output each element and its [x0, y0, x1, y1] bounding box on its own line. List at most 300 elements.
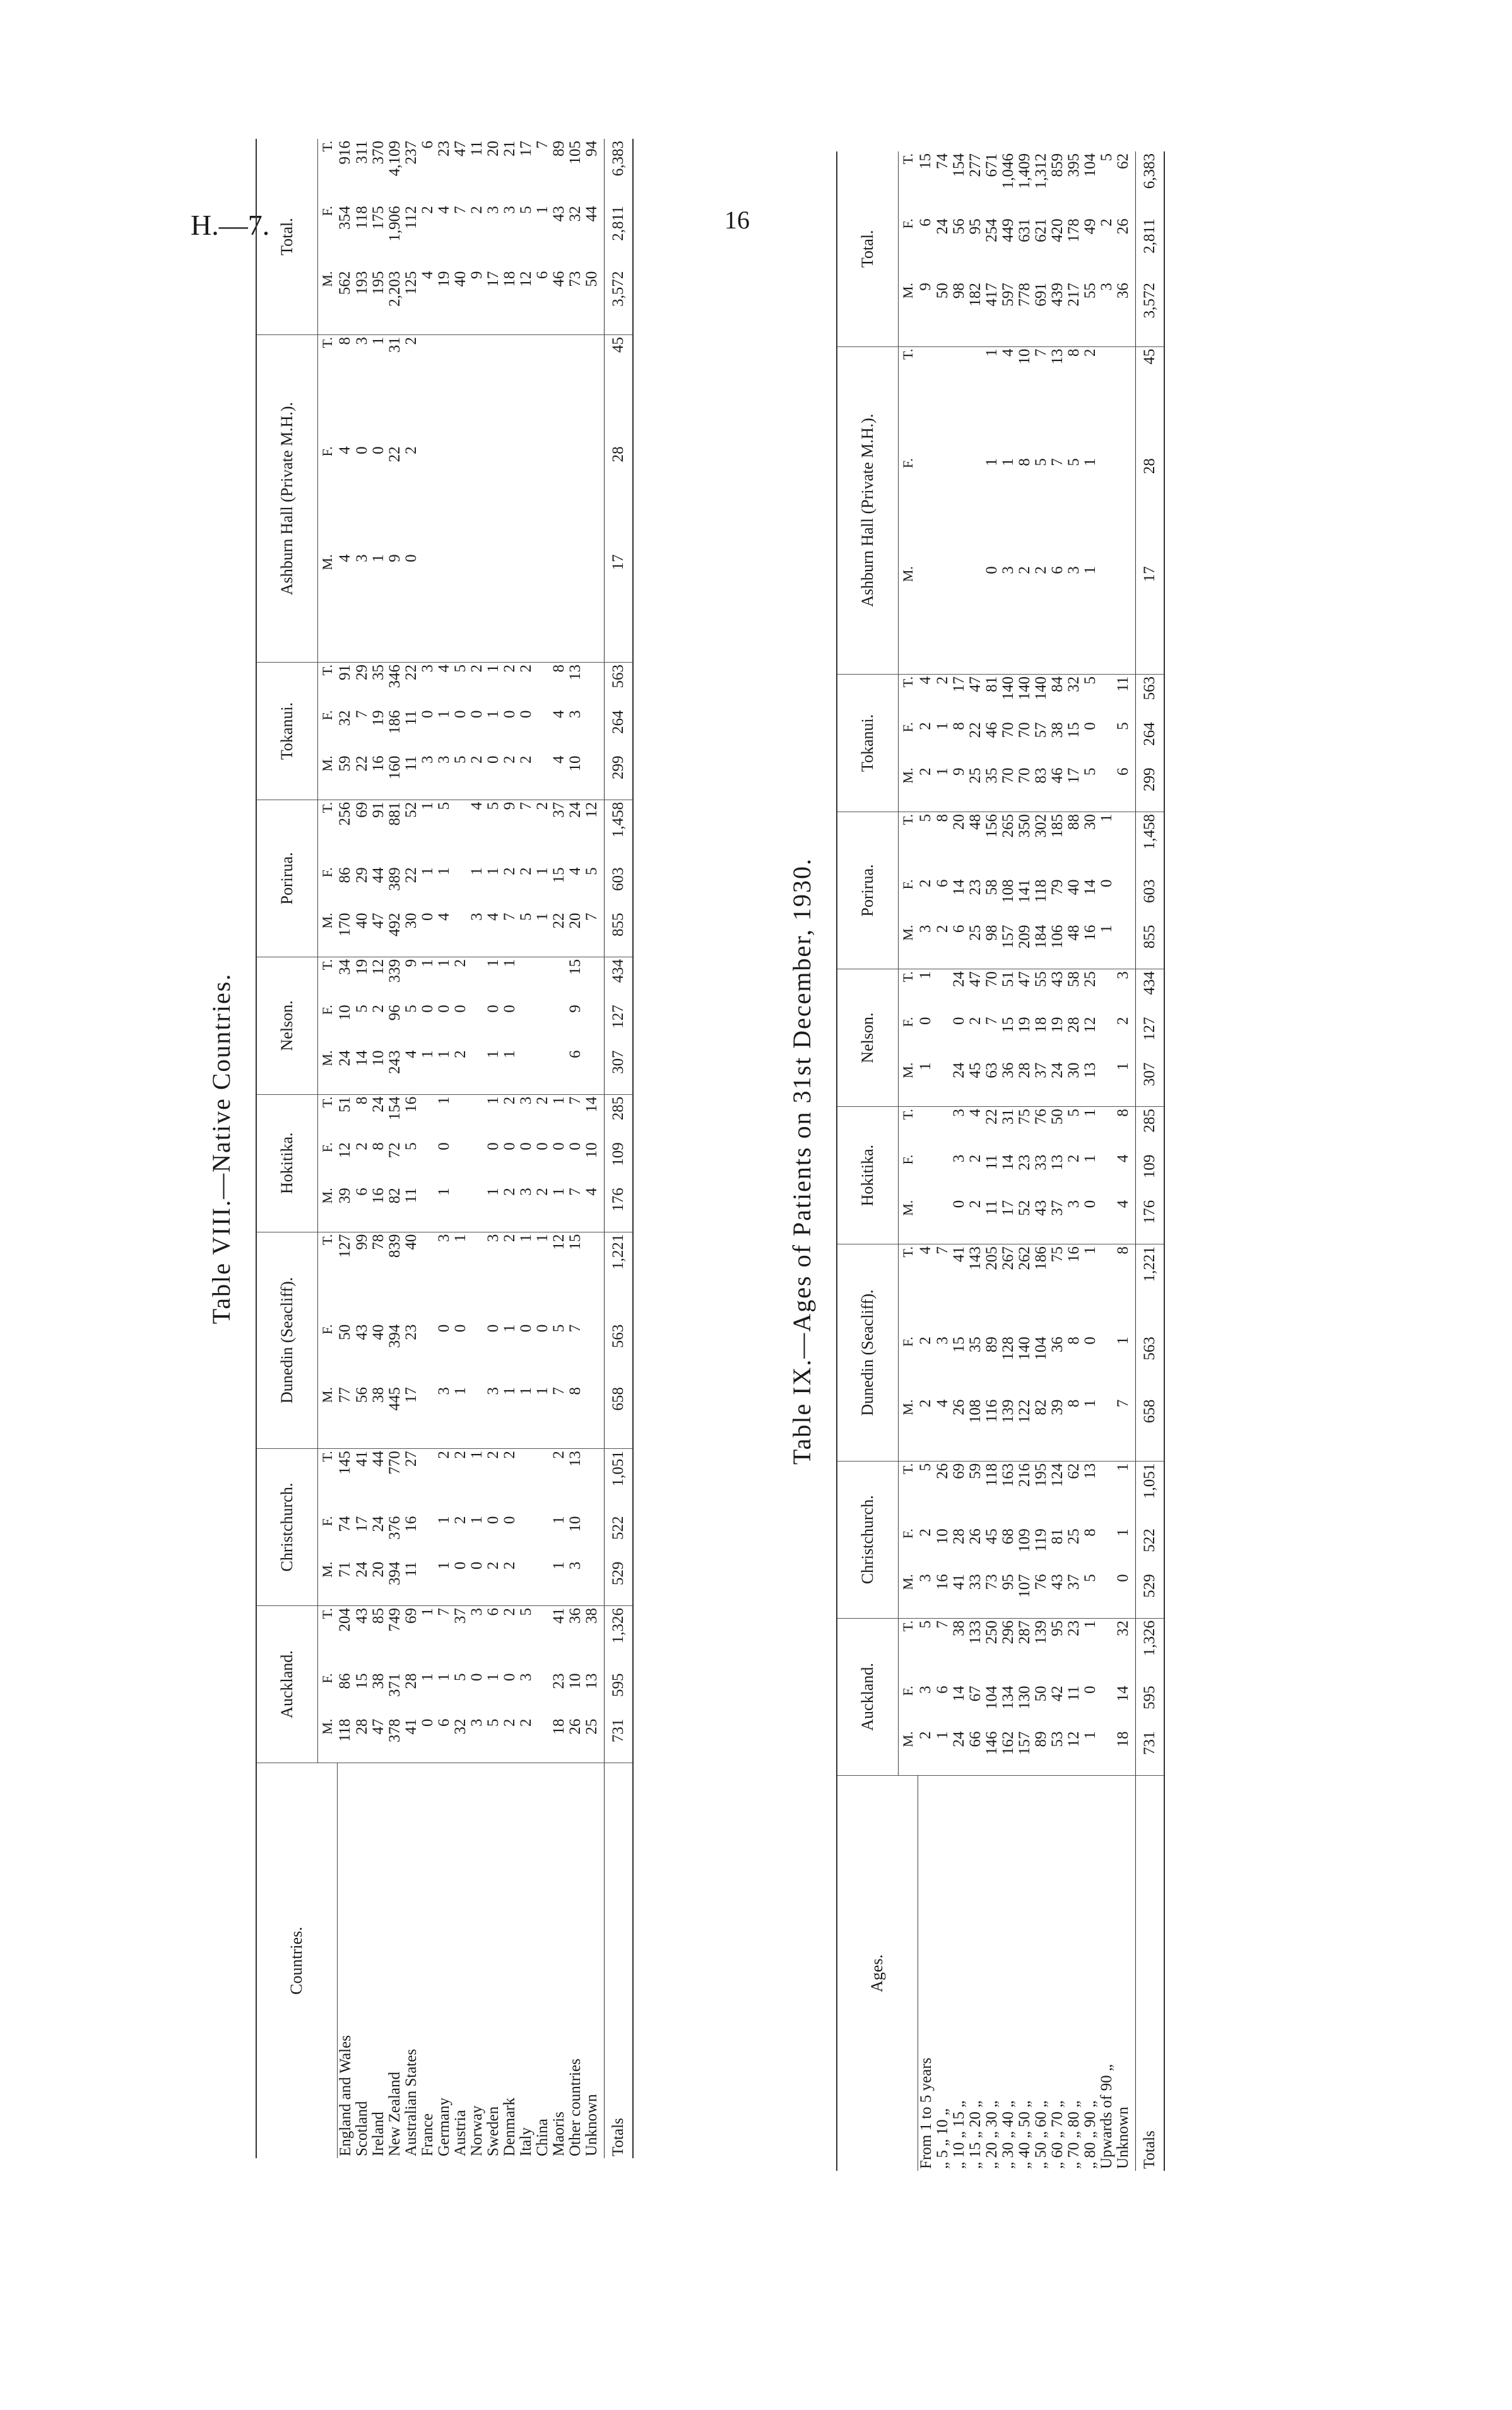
table-cell: 2: [966, 1154, 984, 1163]
table-row: [951, 151, 967, 2171]
table-cell: 2: [500, 867, 518, 875]
table-cell: 3: [1066, 1198, 1082, 1244]
sex-subheader: T.: [900, 676, 916, 688]
table-cell: 1: [418, 801, 436, 810]
table-cell: [935, 346, 951, 456]
table-cell: 6: [933, 1686, 951, 1694]
table-cell: 17: [403, 1385, 420, 1449]
table-cell: 0: [452, 1560, 469, 1606]
table-cell: 127: [1135, 1015, 1164, 1061]
table-cell: 78: [369, 1234, 387, 1250]
table-cell: 10: [336, 1005, 354, 1021]
table-cell: 0: [566, 1142, 584, 1150]
table-cell: [518, 552, 535, 662]
table-viii-section: [205, 139, 634, 2158]
table-cell: [935, 1061, 951, 1107]
table-cell: 3: [436, 1385, 452, 1449]
table-cell: 3: [950, 1109, 967, 1117]
table-cell: 2: [469, 754, 485, 800]
table-cell: 0: [1097, 879, 1115, 887]
table-cell: 33: [967, 1572, 984, 1618]
table-cell: 2: [918, 766, 935, 812]
table-cell: 42: [1048, 1686, 1066, 1702]
table-cell: 1: [983, 458, 1000, 466]
table-cell: 33: [1032, 1154, 1049, 1171]
table-cell: 75: [1048, 1246, 1066, 1263]
table-cell: 0: [403, 552, 420, 662]
table-cell: 350: [1015, 813, 1033, 838]
table-cell: 15: [566, 1234, 584, 1250]
table-cell: 529: [604, 1560, 633, 1606]
row-label: Scotland: [353, 2101, 370, 2156]
table-cell: 7: [502, 911, 518, 957]
table-cell: [420, 1560, 436, 1606]
table-cell: 1: [1114, 1463, 1131, 1472]
row-label: Other countries: [566, 2059, 584, 2156]
table-row: [502, 139, 518, 2158]
table-cell: 24: [1049, 1061, 1066, 1107]
table-cell: 2: [933, 676, 951, 685]
sex-subheader: M.: [318, 1385, 338, 1449]
table-cell: 0: [468, 1673, 485, 1682]
table-cell: 0: [484, 1324, 502, 1333]
table-cell: 1: [484, 959, 502, 967]
table-cell: 2: [1033, 564, 1049, 674]
table-cell: 3: [566, 710, 584, 718]
table-cell: 176: [604, 1186, 633, 1232]
table-cell: [469, 1186, 485, 1232]
table-cell: 394: [387, 1560, 403, 1606]
table-cell: 621: [1032, 218, 1049, 242]
table-cell: 41: [353, 1451, 370, 1467]
table-cell: 216: [1015, 1463, 1033, 1487]
table-cell: 4: [999, 348, 1017, 357]
table-cell: 4: [566, 867, 584, 875]
table-cell: [535, 663, 551, 709]
table-cell: 4: [551, 754, 567, 800]
table-cell: 89: [550, 141, 567, 157]
table-cell: 6: [1115, 766, 1136, 812]
table-cell: [935, 969, 951, 1015]
table-cell: [535, 1449, 551, 1515]
table-cell: 1: [502, 1385, 518, 1449]
table-cell: 71: [337, 1560, 354, 1606]
row-label: Sweden: [484, 2106, 502, 2156]
table-cell: 2: [402, 446, 420, 454]
table-cell: 4: [435, 665, 452, 673]
table-row: [387, 139, 403, 2158]
table-cell: 1,458: [1135, 812, 1164, 877]
table-cell: 39: [1049, 1398, 1066, 1462]
sex-subheader: F.: [319, 867, 335, 878]
table-cell: 25: [967, 766, 984, 812]
table-cell: [967, 456, 984, 564]
table-cell: 0: [435, 1005, 452, 1013]
table-cell: 0: [550, 1142, 567, 1150]
sex-subheader: T.: [319, 665, 335, 676]
table-cell: 1: [485, 1048, 502, 1094]
table-cell: 3: [517, 1673, 535, 1682]
table-cell: [420, 1449, 436, 1515]
table-cell: [535, 1717, 551, 1763]
table-cell: 11: [468, 141, 485, 157]
table-cell: [584, 1232, 605, 1322]
sex-subheader: M.: [318, 1186, 338, 1232]
table-cell: 14: [999, 1154, 1017, 1171]
table-cell: [535, 1672, 551, 1717]
table-cell: 7: [1032, 348, 1049, 357]
sex-subheader: F.: [900, 1337, 916, 1347]
table-cell: 6: [567, 1048, 584, 1094]
table-cell: 5: [917, 813, 935, 822]
table-cell: 27: [402, 1451, 420, 1467]
table-cell: 371: [386, 1673, 403, 1698]
sex-subheader: T.: [319, 1451, 335, 1462]
table-cell: 1: [1081, 1154, 1099, 1163]
table-cell: 1: [535, 911, 551, 957]
table-cell: 2: [468, 206, 485, 214]
table-cell: 11: [402, 710, 420, 726]
table-cell: 2: [966, 1017, 984, 1025]
table-cell: 35: [984, 766, 1000, 812]
table-cell: 595: [604, 1672, 633, 1717]
table-cell: 37: [1049, 1198, 1066, 1244]
table-cell: 51: [999, 971, 1017, 988]
table-cell: 32: [566, 206, 584, 222]
table-cell: 658: [604, 1385, 633, 1449]
table-cell: 1: [418, 867, 436, 875]
table-cell: 8: [369, 1142, 387, 1150]
table-cell: 22: [402, 867, 420, 883]
table-cell: 2: [353, 1142, 370, 1150]
table-cell: 127: [336, 1234, 354, 1258]
row-label: „ 40 „ 50 „: [1015, 2100, 1033, 2169]
table-cell: 3: [469, 1717, 485, 1763]
sex-subheader: F.: [319, 1516, 335, 1527]
table-cell: 1,051: [604, 1449, 633, 1515]
table-cell: 1,458: [604, 800, 633, 865]
table-cell: 24: [951, 1730, 967, 1776]
table-cell: 7: [567, 1186, 584, 1232]
totals-row: [1135, 151, 1164, 2171]
table-cell: 0: [533, 1142, 551, 1150]
table-cell: 1: [1114, 1528, 1131, 1537]
table-cell: 3: [484, 206, 502, 214]
table-cell: 5: [1097, 153, 1115, 162]
table-cell: 4: [420, 269, 436, 335]
table-cell: 6,383: [1135, 151, 1164, 216]
table-cell: 3: [485, 1385, 502, 1449]
table-cell: 43: [550, 206, 567, 222]
table-cell: [420, 335, 436, 445]
table-cell: 2: [918, 1730, 935, 1776]
table-cell: 0: [353, 446, 370, 454]
table-cell: 209: [1017, 923, 1033, 969]
table-cell: [1099, 1461, 1115, 1527]
table-cell: 0: [485, 754, 502, 800]
table-cell: 118: [337, 1717, 354, 1763]
table-cell: 3: [469, 911, 485, 957]
table-cell: 11: [403, 1560, 420, 1606]
sex-subheader: M.: [899, 1061, 918, 1107]
table-cell: 4: [485, 911, 502, 957]
table-cell: 916: [336, 141, 354, 165]
table-cell: 439: [1049, 281, 1066, 346]
table-cell: [1099, 1398, 1115, 1462]
table-cell: 11: [984, 1198, 1000, 1244]
table-cell: [1099, 1061, 1115, 1107]
table-cell: 1,051: [1135, 1461, 1164, 1527]
table-cell: 0: [984, 564, 1000, 674]
table-cell: 1: [551, 1186, 567, 1232]
table-cell: 31: [999, 1109, 1017, 1125]
table-cell: 5: [402, 1142, 420, 1150]
table-cell: 23: [966, 879, 984, 895]
table-cell: 7: [1115, 1398, 1136, 1462]
table-cell: 855: [1135, 923, 1164, 969]
table-cell: 3: [1099, 281, 1115, 346]
table-cell: 70: [999, 722, 1017, 738]
table-cell: 4: [550, 710, 567, 718]
table-cell: 40: [354, 911, 370, 957]
table-cell: 16: [402, 1516, 420, 1532]
table-cell: 46: [551, 269, 567, 335]
table-cell: 43: [1049, 1572, 1066, 1618]
column-group-header: Ashburn Hall (Private M.H.).: [256, 335, 318, 663]
table-cell: [420, 1323, 436, 1385]
column-group-header: Ashburn Hall (Private M.H.).: [837, 346, 899, 674]
table-cell: 2: [918, 1398, 935, 1462]
table-cell: 170: [337, 911, 354, 957]
table-cell: 43: [1033, 1198, 1049, 1244]
table-row: [535, 139, 551, 2158]
table-cell: 106: [1049, 923, 1066, 969]
table-cell: 36: [1000, 1061, 1017, 1107]
table-cell: 2: [485, 1560, 502, 1606]
table-cell: 563: [1135, 1335, 1164, 1397]
table-cell: 17: [950, 676, 967, 692]
table-cell: 109: [1135, 1153, 1164, 1198]
table-cell: [1115, 878, 1136, 923]
table-cell: 3,572: [1135, 281, 1164, 346]
row-label: France: [418, 2113, 436, 2156]
table-cell: 1: [1081, 1109, 1099, 1117]
sex-subheader: M.: [318, 1717, 338, 1763]
table-cell: 47: [370, 1717, 387, 1763]
table-cell: 2: [917, 1528, 935, 1537]
table-cell: 299: [1135, 766, 1164, 812]
table-cell: [584, 1048, 605, 1094]
table-cell: 76: [1033, 1572, 1049, 1618]
table-cell: 1: [468, 1451, 485, 1459]
table-cell: 77: [337, 1385, 354, 1449]
table-cell: 1: [517, 1234, 535, 1243]
sex-subheader: M.: [899, 1572, 918, 1618]
table-cell: 1: [418, 1673, 436, 1682]
table-cell: 2: [533, 801, 551, 810]
sex-subheader: F.: [900, 1686, 916, 1696]
table-cell: [535, 754, 551, 800]
table-cell: [502, 552, 518, 662]
table-cell: 140: [1032, 676, 1049, 700]
table-cell: 44: [369, 867, 387, 883]
table-ix-title: Table IX.—Ages of Patients on 31st December, 1930.: [788, 857, 816, 1465]
table-cell: 1: [533, 206, 551, 214]
table-cell: 59: [966, 1463, 984, 1479]
table-cell: 95: [1000, 1572, 1017, 1618]
table-cell: 563: [1135, 674, 1164, 720]
sex-subheader: T.: [319, 1608, 335, 1619]
table-cell: 24: [354, 1560, 370, 1606]
table-cell: 52: [402, 801, 420, 818]
table-cell: 184: [1033, 923, 1049, 969]
table-cell: 3: [436, 754, 452, 800]
table-cell: [1099, 1527, 1115, 1572]
table-cell: 49: [1081, 218, 1099, 235]
table-cell: 13: [1048, 1154, 1066, 1171]
table-row: [420, 139, 436, 2158]
row-label: „ 30 „ 40 „: [999, 2100, 1017, 2169]
table-cell: 1: [999, 458, 1017, 466]
table-cell: 50: [935, 281, 951, 346]
table-cell: 85: [369, 1608, 387, 1624]
table-cell: 7: [517, 801, 535, 810]
table-cell: 2: [935, 923, 951, 969]
sex-subheader: M.: [899, 1730, 918, 1776]
table-cell: [452, 552, 469, 662]
table-cell: 30: [403, 911, 420, 957]
table-cell: [918, 1153, 935, 1198]
table-cell: 1: [418, 959, 436, 967]
table-cell: 195: [370, 269, 387, 335]
table-cell: 1: [502, 1048, 518, 1094]
table-cell: [535, 335, 551, 445]
table-cell: 3: [354, 552, 370, 662]
table-cell: [584, 444, 605, 552]
table-cell: 4: [336, 446, 354, 454]
table-cell: [584, 552, 605, 662]
table-cell: 104: [1032, 1337, 1049, 1361]
sex-subheader: T.: [319, 959, 335, 971]
row-label: „ 10 „ 15 „: [950, 2100, 967, 2169]
table-cell: 7: [933, 1620, 951, 1629]
column-group-header: Total.: [837, 151, 899, 346]
sex-subheader: M.: [899, 1198, 918, 1244]
table-cell: 52: [1017, 1198, 1033, 1244]
table-cell: 1: [1082, 564, 1099, 674]
table-cell: 1: [468, 1516, 485, 1525]
table-cell: [935, 1198, 951, 1244]
table-cell: 1: [500, 1324, 518, 1333]
table-cell: 2: [500, 1234, 518, 1243]
table-cell: 2: [535, 1186, 551, 1232]
table-cell: [518, 1048, 535, 1094]
row-label: Totals: [1135, 1776, 1164, 2171]
table-cell: 46: [983, 722, 1000, 738]
table-cell: 19: [353, 959, 370, 975]
table-cell: 5: [353, 1005, 370, 1013]
table-cell: 2: [418, 206, 436, 214]
sex-subheader: T.: [900, 1463, 916, 1475]
table-cell: [502, 444, 518, 552]
sex-subheader: F.: [900, 1528, 916, 1539]
table-cell: [584, 1449, 605, 1515]
table-cell: 14: [354, 1048, 370, 1094]
table-cell: 16: [402, 1096, 420, 1113]
table-cell: 26: [933, 1463, 951, 1479]
table-cell: 299: [604, 754, 633, 800]
column-group-header: Nelson.: [256, 957, 318, 1094]
table-cell: 163: [999, 1463, 1017, 1487]
table-cell: 4: [435, 206, 452, 214]
table-cell: 6: [535, 269, 551, 335]
table-cell: 445: [387, 1385, 403, 1449]
table-cell: 7: [533, 141, 551, 149]
table-cell: 10: [566, 1673, 584, 1689]
table-cell: 3: [420, 754, 436, 800]
table-cell: 250: [983, 1620, 1000, 1645]
table-cell: 1: [484, 867, 502, 875]
table-cell: 25: [584, 1717, 605, 1763]
table-cell: 287: [1015, 1620, 1033, 1645]
table-cell: 691: [1033, 281, 1049, 346]
table-cell: 119: [1032, 1528, 1049, 1552]
table-cell: [584, 754, 605, 800]
column-group-header: Nelson.: [837, 969, 899, 1107]
table-cell: 1: [468, 867, 485, 875]
table-cell: 9: [402, 959, 420, 967]
table-cell: 597: [1000, 281, 1017, 346]
table-cell: [584, 1560, 605, 1606]
table-cell: 18: [1032, 1017, 1049, 1033]
table-cell: 5: [402, 1005, 420, 1013]
table-cell: 3: [917, 1686, 935, 1694]
table-cell: 62: [1114, 153, 1131, 169]
table-cell: 28: [354, 1717, 370, 1763]
table-cell: 47: [966, 971, 984, 988]
table-cell: 36: [1115, 281, 1136, 346]
table-cell: [1099, 1730, 1115, 1776]
table-cell: 70: [983, 971, 1000, 988]
table-cell: 296: [999, 1620, 1017, 1645]
sex-subheader: T.: [900, 813, 916, 825]
table-cell: 1: [933, 722, 951, 730]
table-cell: [1099, 564, 1115, 674]
table-cell: [469, 335, 485, 445]
table-cell: [1115, 346, 1136, 456]
table-cell: [485, 552, 502, 662]
table-cell: 19: [1048, 1017, 1066, 1033]
table-cell: 22: [966, 722, 984, 738]
table-cell: 7: [451, 206, 469, 214]
table-cell: 44: [582, 206, 600, 222]
table-cell: 116: [984, 1398, 1000, 1462]
table-cell: [469, 1140, 485, 1186]
table-cell: 89: [983, 1337, 1000, 1353]
table-cell: 5: [582, 867, 600, 875]
table-cell: 0: [451, 1324, 469, 1333]
table-cell: [567, 552, 584, 662]
column-group-header: Porirua.: [837, 812, 899, 969]
table-cell: 1: [484, 1673, 502, 1682]
table-cell: 0: [500, 1005, 518, 1013]
table-cell: 55: [1032, 971, 1049, 988]
table-cell: [518, 957, 535, 1003]
table-cell: 40: [369, 1324, 387, 1340]
table-cell: 6: [933, 879, 951, 887]
table-cell: 157: [1017, 1730, 1033, 1776]
table-cell: 4: [1114, 1154, 1131, 1163]
